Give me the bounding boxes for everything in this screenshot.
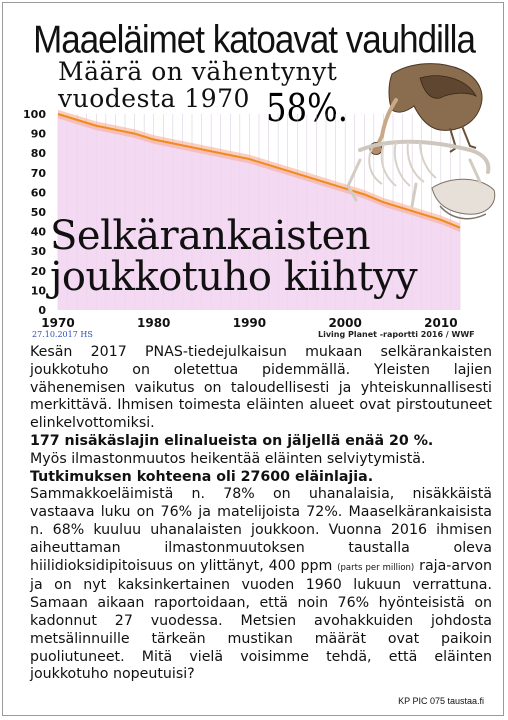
x-tick-label: 1980	[137, 316, 171, 330]
chart-overlay-line-2: joukkotuho kiihtyy	[50, 254, 418, 300]
statistics-text-a: Sammakkoeläimistä n. 78% on uhanalaisia, nisäkkäistä vastaava luku on 76% ja matelijoista 72%. Maaselkärankaisista n. 68% kuuluu uhanalaisten joukkoon. Vuonna 2016 ihmisen aiheuttaman ilmastonmuutoksen taustalla oleva hiilidioksidipitoisuus on ylittänyt, 400 ppm	[30, 486, 492, 574]
skeleton-skull	[432, 179, 495, 214]
x-tick-label: 1970	[41, 316, 75, 330]
y-tick-label: 0	[38, 304, 46, 317]
y-tick-label: 100	[23, 108, 46, 121]
x-tick-label: 2000	[328, 316, 362, 330]
statistics-text-b: raja-arvon ja on nyt kaksinkertainen vuoden 1960 lukuun verrattuna. Samaan aikaan raportoidaan, että noin 76% hyönteisistä on kadonnut 27 vuodessa. Metsien avohakkuiden johdosta metsälinnuille tärkeän mustikan määrät ovat paikoin puoliutuneet. Mitä vielä voisimme tehdä, että eläinten joukkotuho nopeutuisi?	[30, 557, 492, 683]
y-axis-ticks	[23, 108, 46, 317]
x-tick-label: 1990	[232, 316, 267, 330]
x-tick-label: 2010	[424, 316, 458, 330]
y-tick-label: 20	[30, 264, 46, 278]
ppm-note: (parts per million)	[337, 562, 415, 573]
paragraph-study: Tutkimuksen kohteena oli 27600 eläinlajia.	[30, 468, 374, 485]
paragraph-mammals: 177 nisäkäslajin elinalueista on jäljellä enää 20 %.	[30, 432, 434, 449]
y-tick-label: 40	[30, 225, 46, 239]
subtitle-line-2: vuodesta 1970	[58, 84, 250, 113]
subtitle-line-1: Määrä on vähentynyt	[58, 57, 338, 86]
paragraph-statistics	[30, 486, 492, 684]
datestamp: 27.10.2017 HS	[32, 330, 93, 339]
y-tick-label: 50	[30, 206, 46, 219]
chart-overlay-line-1: Selkärankaisten	[50, 213, 371, 259]
y-tick-label: 30	[30, 245, 46, 259]
x-axis-ticks	[41, 316, 457, 330]
y-tick-label: 70	[30, 166, 46, 180]
highlight-percent: 58%.	[266, 86, 349, 130]
y-tick-label: 90	[30, 127, 46, 141]
source-credit: Living Planet -raportti 2016 / WWF	[318, 330, 475, 339]
y-tick-label: 80	[30, 147, 46, 161]
y-tick-label: 60	[30, 186, 46, 200]
poster-title: Maaeläimet katoavat vauhdilla	[33, 17, 475, 62]
paragraph-climate: Myös ilmastonmuutos heikentää eläinten selviytymistä.	[30, 450, 426, 467]
footer-credit: KP PIC 075 taustaa.fi	[398, 696, 484, 706]
y-tick-label: 10	[30, 284, 46, 298]
paragraph-1: Kesän 2017 PNAS-tiedejulkaisun mukaan selkärankaisten joukkotuho on oletettua pidemmällä. Yleisten lajien vähenemisen vaikutus on taloudellisesti ja yhteiskunnallisesti merkittävä. Ihmisen toimesta eläinten alueet ovat pirstoutuneet elinkelvottomiksi.	[30, 344, 492, 432]
article-body	[30, 344, 492, 684]
